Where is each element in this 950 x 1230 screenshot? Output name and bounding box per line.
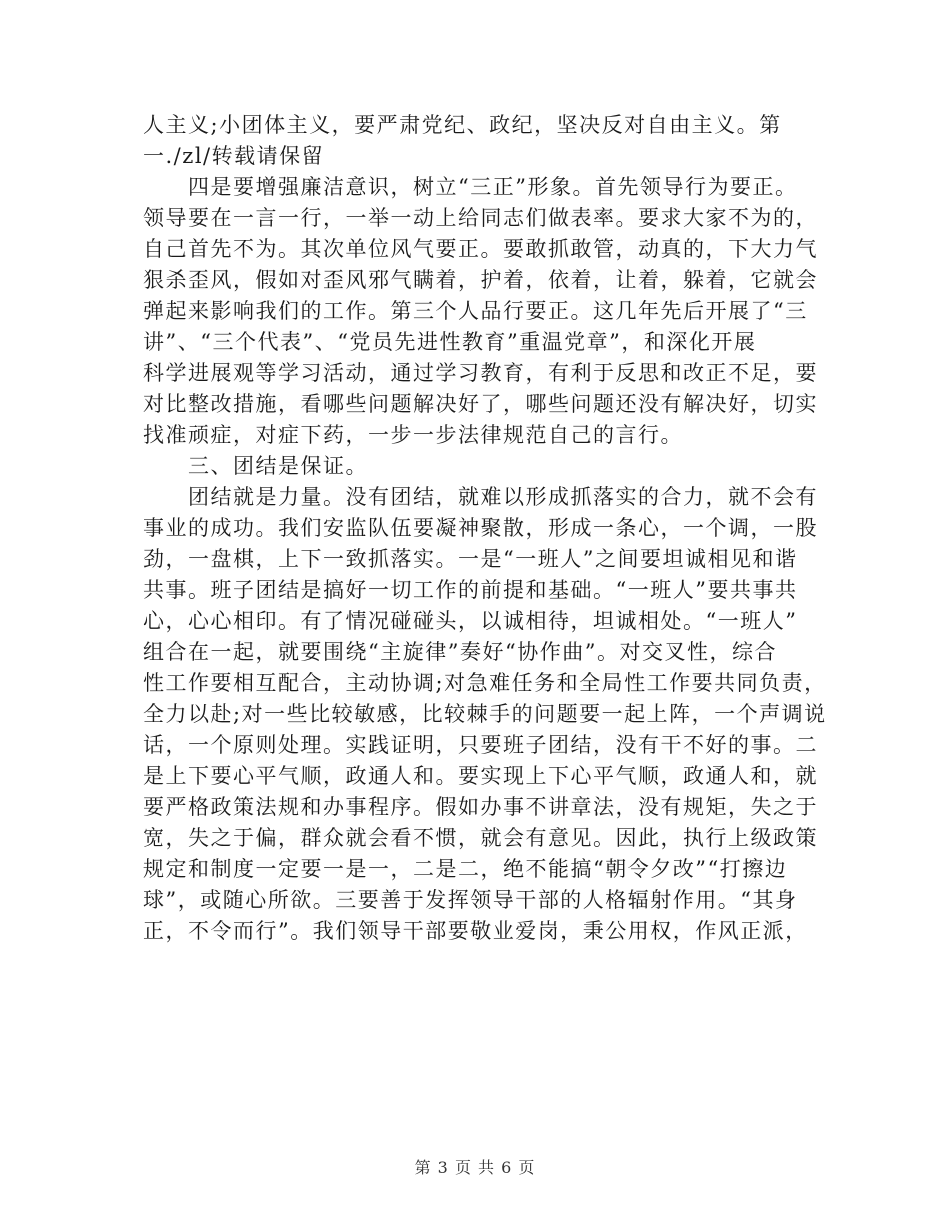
text-line: 狠杀歪风，假如对歪风邪气瞒着，护着，依着，让着，躲着，它就会 (143, 268, 818, 292)
text-line: 要严格政策法规和办事程序。假如办事不讲章法，没有规矩，失之于 (143, 795, 818, 819)
text-line: 弹起来影响我们的工作。第三个人品行要正。这几年先后开展了“三 (143, 299, 808, 323)
text-line: 一./zl/转载请保留 (143, 144, 325, 168)
page-number: 第 3 页 共 6 页 (414, 1158, 536, 1177)
text-line: 共事。班子团结是搞好一切工作的前提和基础。“一班人”要共事共 (143, 578, 798, 602)
text-line: 话，一个原则处理。实践证明，只要班子团结，没有干不好的事。二 (143, 733, 818, 757)
text-line: 全力以赴;对一些比较敏感，比较棘手的问题要一起上阵，一个声调说 (143, 702, 827, 726)
text-line: 团结就是力量。没有团结，就难以形成抓落实的合力，就不会有 (143, 485, 818, 509)
text-line: 四是要增强廉洁意识，树立“三正”形象。首先领导行为要正。 (143, 175, 798, 199)
text-line: 人主义;小团体主义，要严肃党纪、政纪，坚决反对自由主义。第 (143, 113, 782, 137)
text-line: 规定和制度一定要一是一，二是二，绝不能搞“朝令夕改”“打擦边 (143, 857, 788, 881)
text-line: 自己首先不为。其次单位风气要正。要敢抓敢管，动真的，下大力气 (143, 237, 818, 261)
text-line: 是上下要心平气顺，政通人和。要实现上下心平气顺，政通人和，就 (143, 764, 818, 788)
section-heading: 三、团结是保证。 (143, 454, 368, 478)
text-line: 科学进展观等学习活动，通过学习教育，有利于反思和改正不足，要 (143, 361, 818, 385)
document-body (143, 110, 827, 947)
text-line: 事业的成功。我们安监队伍要凝神聚散，形成一条心，一个调，一股 (143, 516, 818, 540)
text-line: 球”，或随心所欲。三要善于发挥领导干部的人格辐射作用。“其身 (143, 888, 798, 912)
text-line: 劲，一盘棋，上下一致抓落实。一是“一班人”之间要坦诚相见和谐 (143, 547, 798, 571)
text-line: 性工作要相互配合，主动协调;对急难任务和全局性工作要共同负责， (143, 671, 827, 695)
text-line: 心，心心相印。有了情况碰碰头，以诚相待，坦诚相处。“一班人” (143, 609, 798, 633)
text-line: 正，不令而行”。我们领导干部要敬业爱岗，秉公用权，作风正派， (143, 919, 808, 943)
text-line: 领导要在一言一行，一举一动上给同志们做表率。要求大家不为的， (143, 206, 818, 230)
text-line: 对比整改措施，看哪些问题解决好了，哪些问题还没有解决好，切实 (143, 392, 818, 416)
text-line: 宽，失之于偏，群众就会看不惯，就会有意见。因此，执行上级政策 (143, 826, 818, 850)
text-line: 讲”、“三个代表”、“党员先进性教育”重温党章”，和深化开展 (143, 330, 757, 354)
text-line: 组合在一起，就要围绕“主旋律”奏好“协作曲”。对交叉性，综合 (143, 640, 777, 664)
text-line: 找准顽症，对症下药，一步一步法律规范自己的言行。 (143, 423, 683, 447)
